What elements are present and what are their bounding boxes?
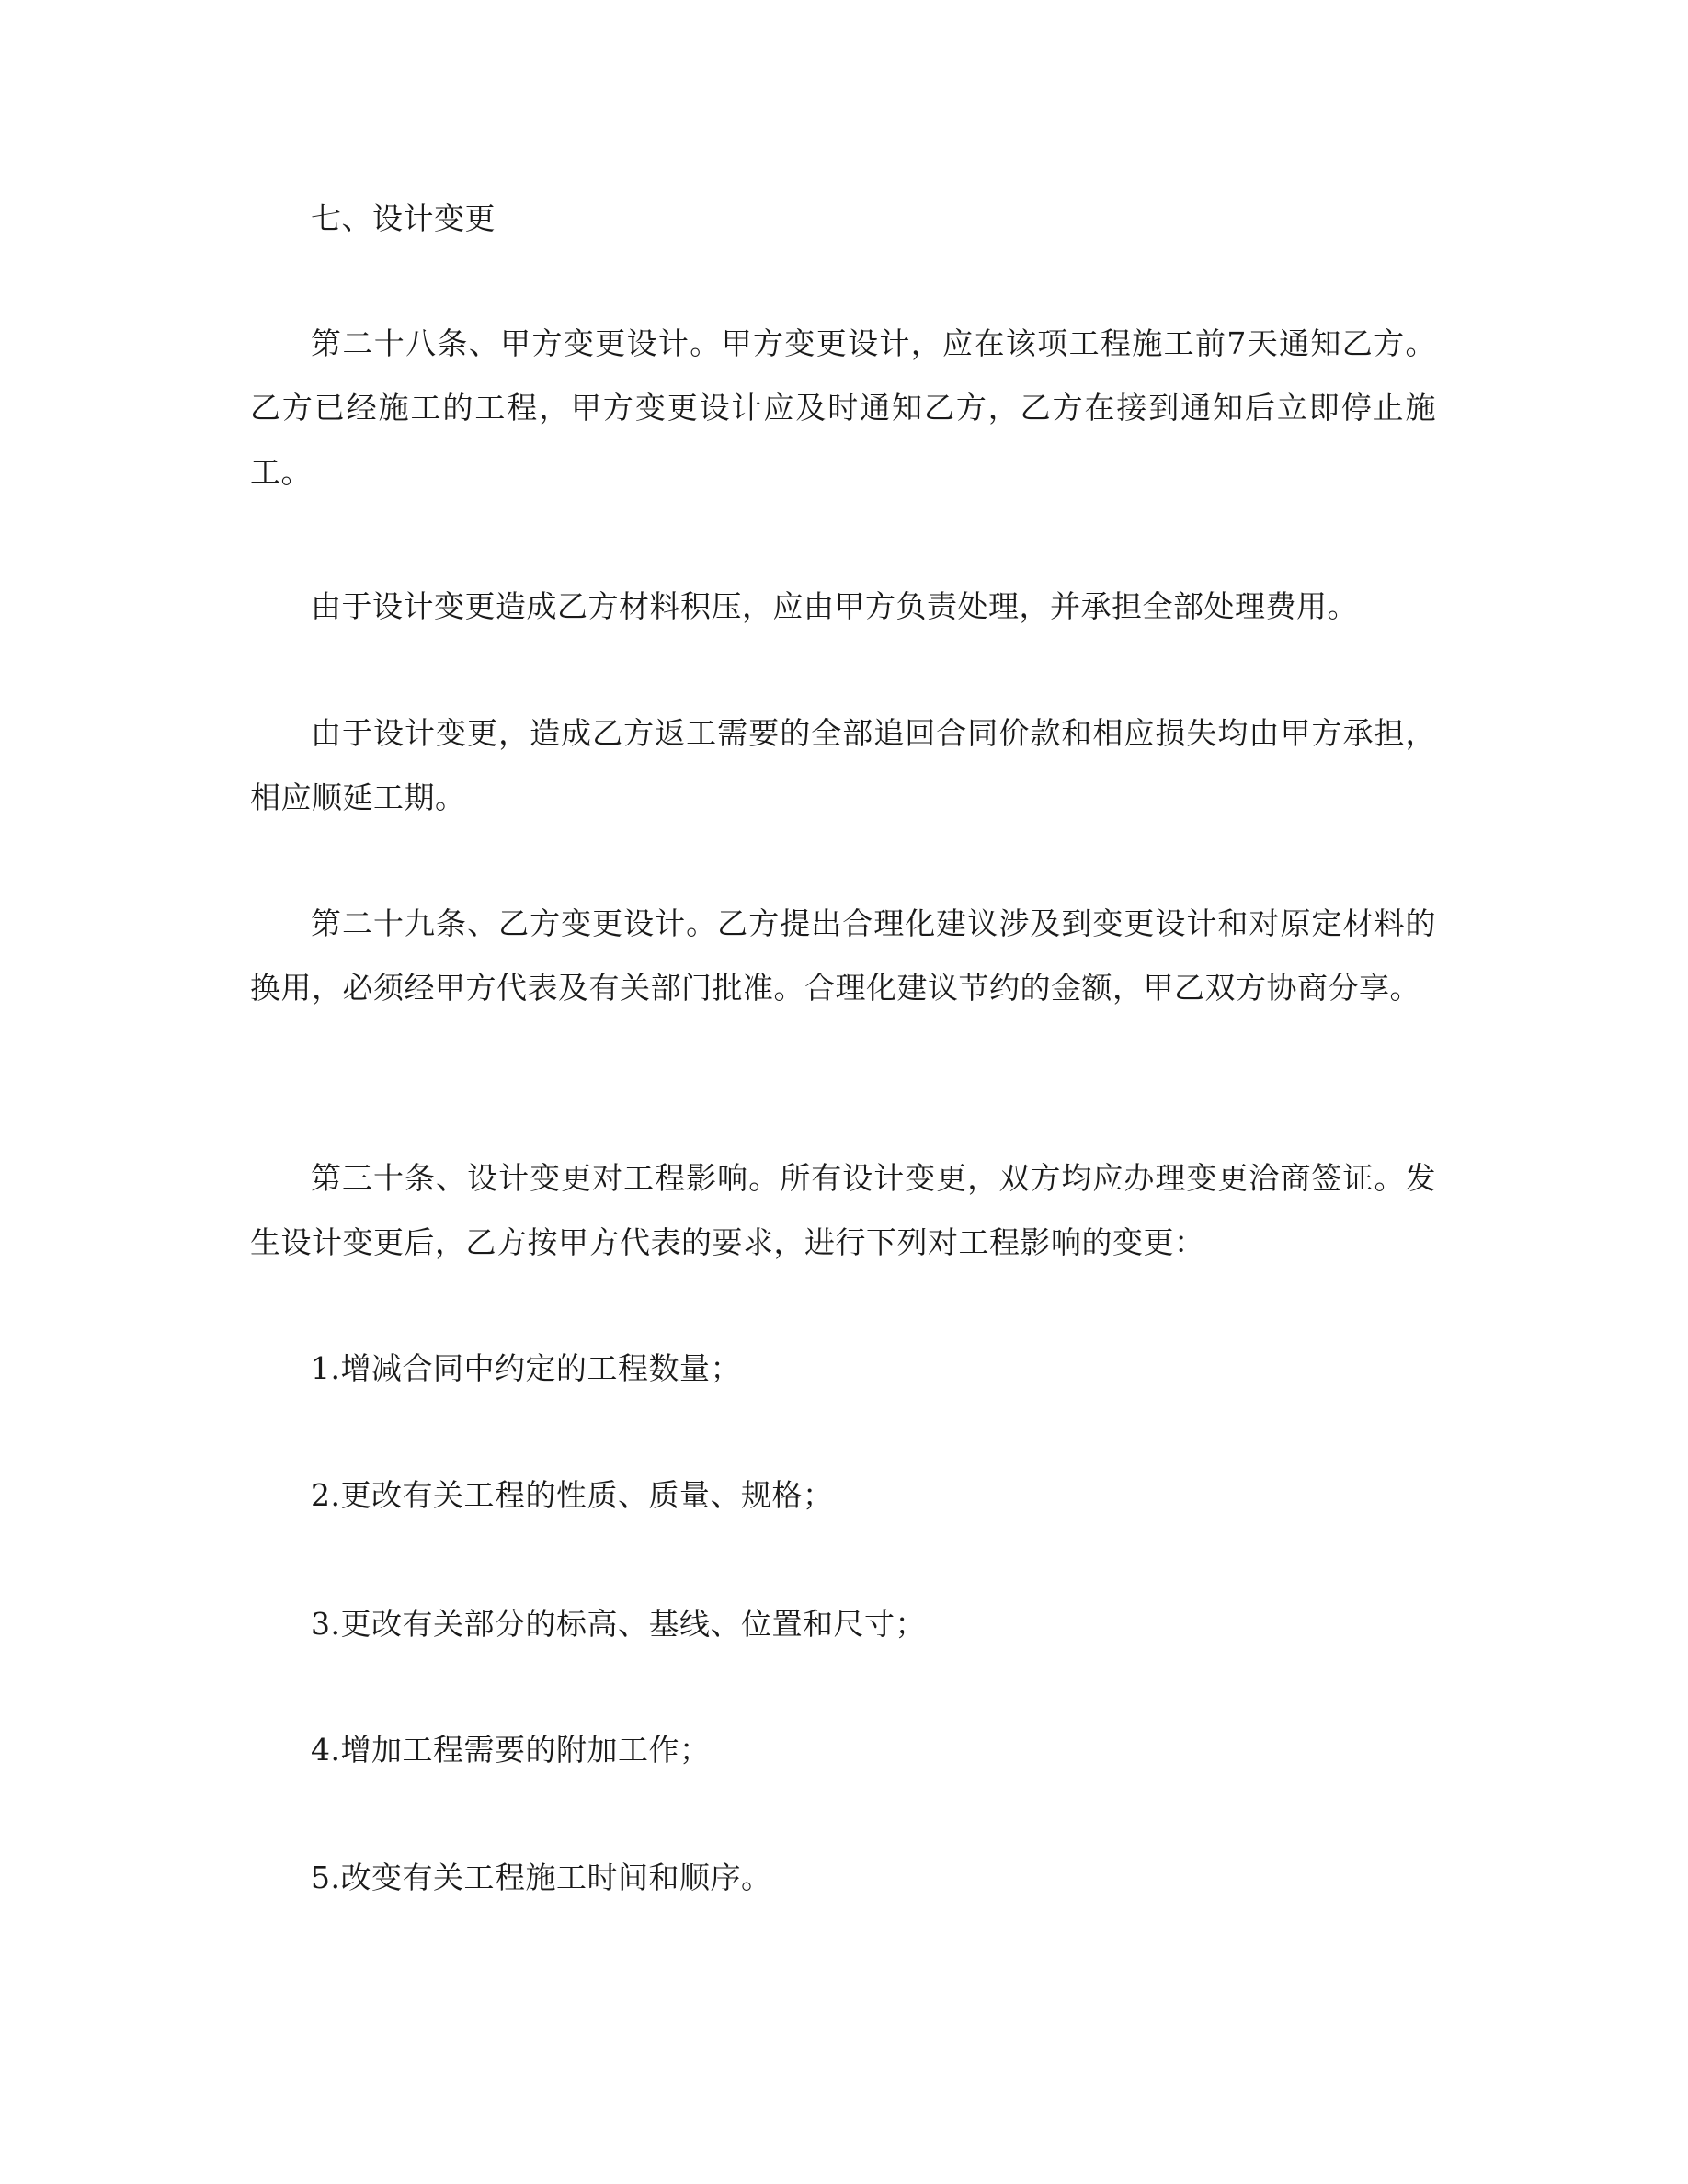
list-item: 5.改变有关工程施工时间和顺序。: [311, 1860, 772, 1895]
list-item: 3.更改有关部分的标高、基线、位置和尺寸；: [311, 1606, 926, 1642]
list-item: 1.增减合同中约定的工程数量；: [311, 1350, 741, 1386]
list-item: 2.更改有关工程的性质、质量、规格；: [311, 1477, 834, 1513]
list-item: 4.增加工程需要的附加工作；: [311, 1732, 711, 1768]
paragraph-article-28: 第二十八条、甲方变更设计。甲方变更设计，应在该项工程施工前7天通知乙方。乙方已经施工的工程，甲方变更设计应及时通知乙方，乙方在接到通知后立即停止施工。: [250, 325, 1436, 490]
paragraph-article-29: 第二十九条、乙方变更设计。乙方提出合理化建议涉及到变更设计和对原定材料的换用，必须经甲方代表及有关部门批准。合理化建议节约的金额，甲乙双方协商分享。: [250, 905, 1436, 1006]
paragraph-rework-cost: 由于设计变更，造成乙方返工需要的全部追回合同价款和相应损失均由甲方承担，相应顺延工期。: [250, 715, 1436, 815]
paragraph-article-30: 第三十条、设计变更对工程影响。所有设计变更，双方均应办理变更洽商签证。发生设计变更后，乙方按甲方代表的要求，进行下列对工程影响的变更：: [250, 1160, 1436, 1260]
paragraph-material-backlog: 由于设计变更造成乙方材料积压，应由甲方负责处理，并承担全部处理费用。: [311, 588, 1358, 624]
section-heading: 七、设计变更: [311, 200, 496, 236]
